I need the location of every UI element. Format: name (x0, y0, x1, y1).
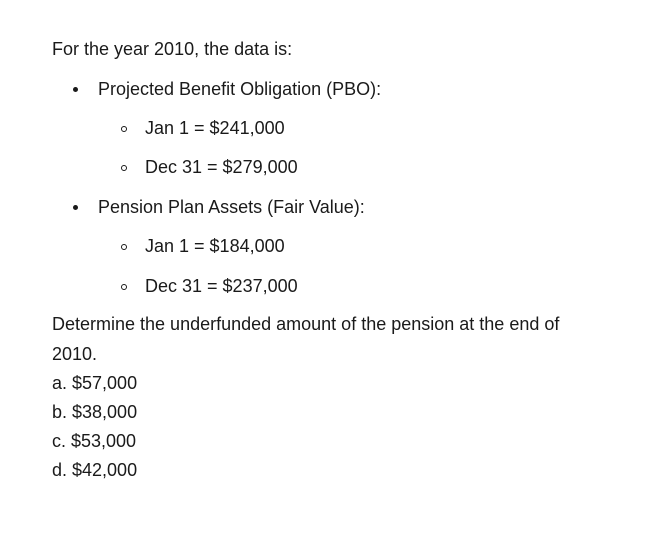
pbo-item-dec: Dec 31 = $279,000 (145, 157, 298, 177)
intro-text: For the year 2010, the data is: (52, 39, 293, 59)
bullet-dot-icon (73, 87, 78, 92)
answer-option-d: d. $42,000 (52, 460, 138, 480)
assets-item-jan: Jan 1 = $184,000 (145, 236, 285, 256)
pbo-item-jan: Jan 1 = $241,000 (145, 118, 285, 138)
hollow-bullet-icon (121, 126, 127, 132)
question-text-line1: Determine the underfunded amount of the pension at the end of (52, 314, 560, 334)
hollow-bullet-icon (121, 284, 127, 290)
hollow-bullet-icon (121, 244, 127, 250)
answer-option-c: c. $53,000 (52, 431, 137, 451)
answer-option-b: b. $38,000 (52, 402, 138, 422)
answer-option-a: a. $57,000 (52, 373, 138, 393)
bullet-dot-icon (73, 205, 78, 210)
question-text-line2: 2010. (52, 344, 98, 364)
section-label-pbo: Projected Benefit Obligation (PBO): (98, 79, 382, 99)
section-label-assets: Pension Plan Assets (Fair Value): (98, 197, 365, 217)
hollow-bullet-icon (121, 165, 127, 171)
assets-item-dec: Dec 31 = $237,000 (145, 276, 298, 296)
